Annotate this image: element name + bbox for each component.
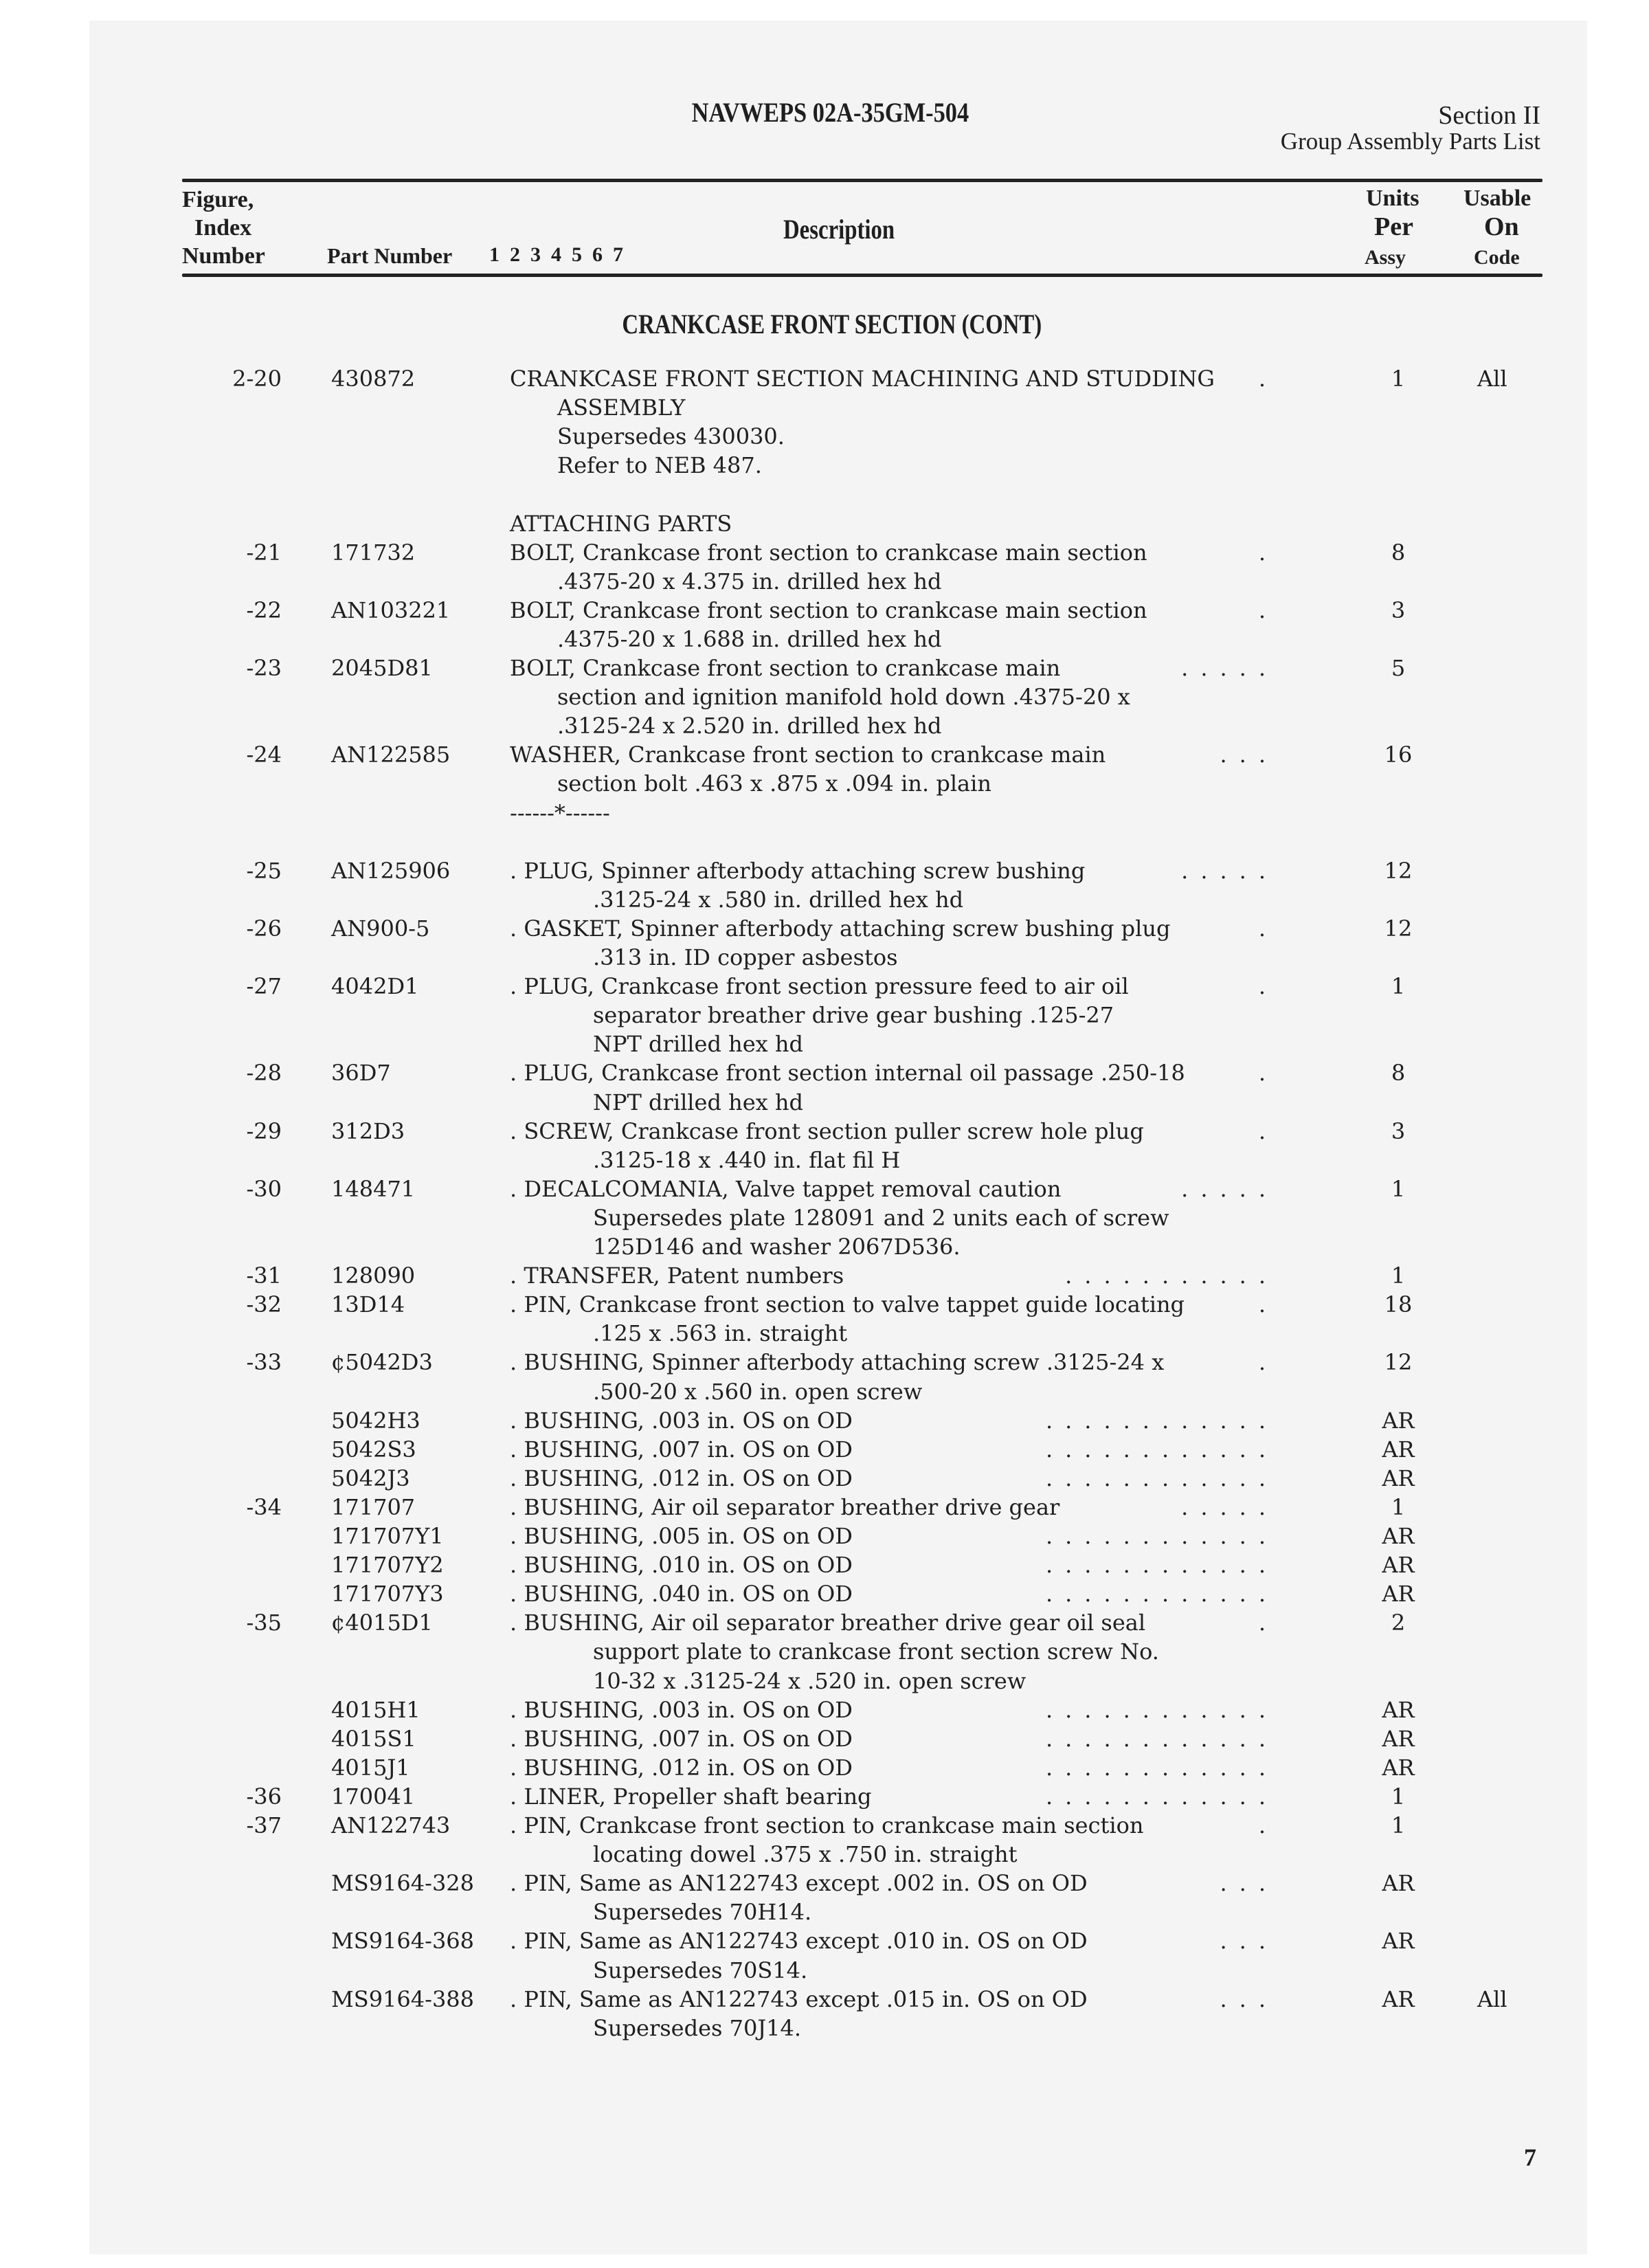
description: . PLUG, Crankcase front section internal oil passage .250-18 — [510, 1060, 1185, 1087]
parts-table-row — [0, 1175, 1649, 1203]
units-per-assy: AR — [1382, 1581, 1415, 1608]
units-per-assy: AR — [1382, 1523, 1415, 1549]
description: BOLT, Crankcase front section to crankcase main — [510, 655, 1061, 681]
parts-table-row — [0, 1724, 1649, 1753]
description: locating dowel .375 x .750 in. straight — [593, 1841, 1018, 1868]
units-per-assy: 1 — [1391, 1783, 1406, 1810]
units-per-assy: 12 — [1384, 915, 1413, 942]
units-per-assy: AR — [1382, 1928, 1415, 1955]
units-per-assy: 1 — [1391, 1263, 1406, 1289]
figure-index-number: 2-20 — [232, 366, 282, 392]
col-header-indent-levels: 1 2 3 4 5 6 7 — [489, 243, 623, 266]
description: . BUSHING, .007 in. OS on OD — [510, 1725, 853, 1752]
part-number: ¢4015D1 — [331, 1610, 433, 1636]
parts-table-row — [0, 972, 1649, 1001]
part-number: 171707Y2 — [331, 1552, 444, 1579]
header-bottom-rule — [182, 274, 1543, 277]
parts-table-row-continuation — [0, 393, 1649, 422]
parts-table-row — [0, 856, 1649, 885]
part-number: 430872 — [331, 366, 416, 392]
description: WASHER, Crankcase front section to crankcase main — [510, 742, 1106, 768]
col-header-units-line3: Assy — [1365, 246, 1406, 269]
parts-table-row — [0, 1058, 1649, 1087]
figure-index-number: -27 — [246, 973, 282, 1000]
dot-leader: ............ — [1045, 1581, 1278, 1608]
figure-index-number: -21 — [246, 539, 282, 566]
col-header-usable-line2: On — [1484, 212, 1519, 241]
parts-table-row-continuation — [0, 799, 1649, 827]
usable-on-code: All — [1477, 366, 1507, 392]
parts-table-row — [0, 1696, 1649, 1724]
units-per-assy: 1 — [1391, 1812, 1406, 1838]
parts-table-row — [0, 1117, 1649, 1146]
parts-table-row — [0, 538, 1649, 567]
col-header-usable-line1: Usable — [1463, 186, 1532, 211]
description: Supersedes 430030. — [557, 423, 785, 450]
part-number: ¢5042D3 — [331, 1349, 433, 1376]
col-header-description: Description — [783, 214, 895, 245]
description: . BUSHING, .040 in. OS on OD — [510, 1581, 853, 1608]
dot-leader: ..... — [1181, 1175, 1278, 1202]
description: . BUSHING, .012 in. OS on OD — [510, 1465, 853, 1491]
parts-table-row — [0, 1522, 1649, 1550]
parts-table-row-continuation — [0, 1088, 1649, 1117]
dot-leader: . — [1258, 1060, 1278, 1087]
section-number: Section II — [1438, 101, 1540, 130]
description: . BUSHING, .005 in. OS on OD — [510, 1523, 853, 1549]
units-per-assy: 12 — [1384, 857, 1413, 884]
description: .3125-24 x .580 in. drilled hex hd — [593, 886, 964, 913]
description: .313 in. ID copper asbestos — [593, 944, 898, 970]
description: NPT drilled hex hd — [593, 1089, 803, 1115]
part-number: 36D7 — [331, 1060, 391, 1087]
units-per-assy: AR — [1382, 1407, 1415, 1434]
units-per-assy: 2 — [1391, 1610, 1406, 1636]
dot-leader: ........... — [1065, 1263, 1278, 1289]
dot-leader: ............ — [1045, 1696, 1278, 1723]
units-per-assy: 1 — [1391, 1493, 1406, 1520]
part-number: 4015S1 — [331, 1725, 416, 1752]
col-header-figure-line3: Number — [182, 243, 265, 269]
description: .3125-24 x 2.520 in. drilled hex hd — [557, 713, 942, 740]
figure-index-number: -28 — [246, 1060, 282, 1087]
description: ASSEMBLY — [557, 394, 686, 421]
parts-table-row-continuation — [0, 509, 1649, 538]
parts-table-row — [0, 654, 1649, 682]
parts-table-row-continuation — [0, 682, 1649, 711]
section-title: CRANKCASE FRONT SECTION (CONT) — [622, 309, 1042, 340]
description: support plate to crankcase front section screw No. — [593, 1638, 1159, 1665]
description: . TRANSFER, Patent numbers — [510, 1263, 844, 1289]
part-number: 128090 — [331, 1263, 416, 1289]
part-number: MS9164-368 — [331, 1928, 475, 1955]
parts-table-row — [0, 1406, 1649, 1435]
dot-leader: ............ — [1045, 1407, 1278, 1434]
parts-table-row-continuation — [0, 451, 1649, 480]
parts-table-row — [0, 740, 1649, 769]
part-number: AN122743 — [331, 1812, 451, 1838]
col-header-units-line1: Units — [1366, 186, 1420, 211]
part-number: 171707Y3 — [331, 1581, 444, 1608]
units-per-assy: AR — [1382, 1870, 1415, 1897]
units-per-assy: 1 — [1391, 973, 1406, 1000]
parts-table-row-continuation — [0, 1030, 1649, 1058]
dot-leader: . — [1258, 1291, 1278, 1318]
dot-leader: ... — [1220, 1986, 1278, 2012]
dot-leader: . — [1258, 1349, 1278, 1376]
parts-table-row-continuation — [0, 1956, 1649, 1985]
parts-table-row — [0, 1464, 1649, 1493]
part-number: MS9164-388 — [331, 1986, 475, 2012]
part-number: 171732 — [331, 539, 416, 566]
dot-leader: . — [1258, 973, 1278, 1000]
parts-table-row — [0, 1608, 1649, 1637]
parts-table-row-continuation — [0, 422, 1649, 451]
description: CRANKCASE FRONT SECTION MACHINING AND STUDDING — [510, 366, 1215, 392]
part-number: 5042H3 — [331, 1407, 420, 1434]
description: Supersedes 70S14. — [593, 1957, 808, 1983]
description: . BUSHING, Air oil separator breather drive gear oil seal — [510, 1610, 1146, 1636]
parts-table-row — [0, 1782, 1649, 1811]
dot-leader: . — [1258, 1610, 1278, 1636]
description: . PIN, Crankcase front section to crankcase main section — [510, 1812, 1144, 1838]
units-per-assy: 16 — [1384, 742, 1413, 768]
description: . BUSHING, Spinner afterbody attaching screw .3125-24 x — [510, 1349, 1165, 1376]
parts-table-row-continuation — [0, 625, 1649, 654]
dot-leader: . — [1258, 597, 1278, 623]
dot-leader: ............ — [1045, 1465, 1278, 1491]
dot-leader: . — [1258, 1812, 1278, 1838]
units-per-assy: 18 — [1384, 1291, 1413, 1318]
units-per-assy: 5 — [1391, 655, 1406, 681]
dot-leader: ... — [1220, 1870, 1278, 1897]
part-number: AN103221 — [331, 597, 451, 623]
description: 125D146 and washer 2067D536. — [593, 1234, 961, 1260]
parts-table-row — [0, 596, 1649, 625]
figure-index-number: -29 — [246, 1118, 282, 1144]
parts-table-row — [0, 1290, 1649, 1319]
part-number: 4042D1 — [331, 973, 419, 1000]
description: NPT drilled hex hd — [593, 1031, 803, 1058]
figure-index-number: -34 — [246, 1493, 282, 1520]
units-per-assy: 12 — [1384, 1349, 1413, 1376]
description: BOLT, Crankcase front section to crankcase main section — [510, 539, 1147, 566]
part-number: AN125906 — [331, 857, 451, 884]
dot-leader: ... — [1220, 1928, 1278, 1955]
section-name: Group Assembly Parts List — [1280, 128, 1540, 155]
figure-index-number: -24 — [246, 742, 282, 768]
header-top-rule — [182, 179, 1543, 182]
dot-leader: . — [1258, 1118, 1278, 1144]
dot-leader: ............ — [1045, 1783, 1278, 1810]
units-per-assy: 1 — [1391, 366, 1406, 392]
description: .3125-18 x .440 in. flat fil H — [593, 1146, 901, 1173]
units-per-assy: AR — [1382, 1696, 1415, 1723]
description: . BUSHING, .003 in. OS on OD — [510, 1696, 853, 1723]
parts-table-row-continuation — [0, 2014, 1649, 2043]
units-per-assy: AR — [1382, 1436, 1415, 1463]
description: BOLT, Crankcase front section to crankcase main section — [510, 597, 1147, 623]
page-number: 7 — [1524, 2144, 1536, 2171]
document-id: NAVWEPS 02A-35GM-504 — [691, 97, 969, 128]
part-number: 2045D81 — [331, 655, 433, 681]
parts-table-row — [0, 1435, 1649, 1464]
figure-index-number: -22 — [246, 597, 282, 623]
dot-leader: . — [1258, 539, 1278, 566]
parts-table-row — [0, 1579, 1649, 1608]
description: ATTACHING PARTS — [510, 510, 732, 537]
dot-leader: ............ — [1045, 1523, 1278, 1549]
figure-index-number: -37 — [246, 1812, 282, 1838]
figure-index-number: -32 — [246, 1291, 282, 1318]
description: separator breather drive gear bushing .125-27 — [593, 1002, 1114, 1029]
units-per-assy: AR — [1382, 1552, 1415, 1579]
col-header-figure-line2: Index — [194, 215, 252, 241]
description: Supersedes plate 128091 and 2 units each of screw — [593, 1204, 1169, 1231]
figure-index-number: -30 — [246, 1175, 282, 1202]
figure-index-number: -33 — [246, 1349, 282, 1376]
parts-table-row-continuation — [0, 1667, 1649, 1696]
part-number: MS9164-328 — [331, 1870, 475, 1897]
part-number: 4015J1 — [331, 1754, 410, 1781]
description: Supersedes 70J14. — [593, 2014, 802, 2041]
description: . PLUG, Spinner afterbody attaching screw bushing — [510, 857, 1086, 884]
part-number: AN122585 — [331, 742, 451, 768]
description: . GASKET, Spinner afterbody attaching screw bushing plug — [510, 915, 1171, 942]
parts-table-row — [0, 1493, 1649, 1522]
units-per-assy: AR — [1382, 1465, 1415, 1491]
part-number: 4015H1 — [331, 1696, 420, 1723]
parts-table-row — [0, 1869, 1649, 1898]
col-header-usable-line3: Code — [1474, 246, 1520, 269]
parts-table-row-continuation — [0, 885, 1649, 914]
part-number: AN900-5 — [331, 915, 430, 942]
part-number: 171707Y1 — [331, 1523, 444, 1549]
parts-table-row-continuation — [0, 1840, 1649, 1869]
figure-index-number: -35 — [246, 1610, 282, 1636]
figure-index-number: -36 — [246, 1783, 282, 1810]
part-number: 13D14 — [331, 1291, 405, 1318]
description: . DECALCOMANIA, Valve tappet removal caution — [510, 1175, 1062, 1202]
part-number: 148471 — [331, 1175, 416, 1202]
description: ------*------ — [510, 799, 610, 826]
parts-table-row-continuation — [0, 1001, 1649, 1030]
description: 10-32 x .3125-24 x .520 in. open screw — [593, 1667, 1027, 1694]
figure-index-number: -23 — [246, 655, 282, 681]
parts-table-row-continuation — [0, 1203, 1649, 1232]
description: .125 x .563 in. straight — [593, 1320, 848, 1347]
units-per-assy: 3 — [1391, 1118, 1406, 1144]
parts-table-row — [0, 1348, 1649, 1377]
parts-table-row-continuation — [0, 1319, 1649, 1348]
dot-leader: ... — [1220, 742, 1278, 768]
parts-table-row-continuation — [0, 1898, 1649, 1926]
parts-table-row — [0, 1753, 1649, 1782]
parts-table-row-continuation — [0, 567, 1649, 596]
units-per-assy: AR — [1382, 1725, 1415, 1752]
parts-table-row — [0, 1550, 1649, 1579]
dot-leader: ............ — [1045, 1725, 1278, 1752]
col-header-part-number: Part Number — [327, 243, 453, 268]
parts-table-row-continuation — [0, 1146, 1649, 1175]
dot-leader: ..... — [1181, 1493, 1278, 1520]
description: Supersedes 70H14. — [593, 1899, 812, 1926]
part-number: 171707 — [331, 1493, 416, 1520]
figure-index-number: -31 — [246, 1263, 282, 1289]
parts-table-row-continuation — [0, 1637, 1649, 1666]
units-per-assy: AR — [1382, 1754, 1415, 1781]
figure-index-number: -26 — [246, 915, 282, 942]
figure-index-number: -25 — [246, 857, 282, 884]
description: . PIN, Same as AN122743 except .015 in. OS on OD — [510, 1986, 1088, 2012]
description: .500-20 x .560 in. open screw — [593, 1378, 923, 1405]
description: . PLUG, Crankcase front section pressure feed to air oil — [510, 973, 1129, 1000]
part-number: 5042J3 — [331, 1465, 410, 1491]
dot-leader: ..... — [1181, 857, 1278, 884]
part-number: 5042S3 — [331, 1436, 416, 1463]
description: . BUSHING, .010 in. OS on OD — [510, 1552, 853, 1579]
units-per-assy: 3 — [1391, 597, 1406, 623]
part-number: 170041 — [331, 1783, 416, 1810]
parts-table-row-continuation — [0, 769, 1649, 798]
parts-table-row — [0, 1811, 1649, 1840]
parts-table-row — [0, 1985, 1649, 2014]
dot-leader: ..... — [1181, 655, 1278, 681]
parts-table-row-continuation — [0, 1377, 1649, 1406]
description: . BUSHING, .003 in. OS on OD — [510, 1407, 853, 1434]
col-header-figure-line1: Figure, — [182, 187, 254, 212]
units-per-assy: 8 — [1391, 1060, 1406, 1087]
units-per-assy: 1 — [1391, 1175, 1406, 1202]
dot-leader: ............ — [1045, 1754, 1278, 1781]
description: . SCREW, Crankcase front section puller screw hole plug — [510, 1118, 1144, 1144]
description: . PIN, Same as AN122743 except .010 in. OS on OD — [510, 1928, 1088, 1955]
part-number: 312D3 — [331, 1118, 405, 1144]
description: . PIN, Same as AN122743 except .002 in. OS on OD — [510, 1870, 1088, 1897]
description: . BUSHING, .012 in. OS on OD — [510, 1754, 853, 1781]
dot-leader: . — [1258, 366, 1278, 392]
description: section and ignition manifold hold down .4375-20 x — [557, 684, 1130, 711]
description: . BUSHING, Air oil separator breather drive gear — [510, 1493, 1060, 1520]
parts-table-row — [0, 1261, 1649, 1290]
usable-on-code: All — [1477, 1986, 1507, 2012]
parts-table-row — [0, 364, 1649, 393]
description: . BUSHING, .007 in. OS on OD — [510, 1436, 853, 1463]
col-header-units-line2: Per — [1374, 212, 1413, 241]
parts-table-row — [0, 1926, 1649, 1955]
description: . PIN, Crankcase front section to valve tappet guide locating — [510, 1291, 1185, 1318]
parts-table-row-continuation — [0, 943, 1649, 972]
parts-table-row — [0, 914, 1649, 943]
dot-leader: ............ — [1045, 1552, 1278, 1579]
parts-table-row-continuation — [0, 1232, 1649, 1261]
units-per-assy: 8 — [1391, 539, 1406, 566]
description: .4375-20 x 1.688 in. drilled hex hd — [557, 625, 942, 652]
description: .4375-20 x 4.375 in. drilled hex hd — [557, 568, 942, 594]
dot-leader: ............ — [1045, 1436, 1278, 1463]
description: . LINER, Propeller shaft bearing — [510, 1783, 872, 1810]
description: section bolt .463 x .875 x .094 in. plain — [557, 770, 991, 797]
units-per-assy: AR — [1382, 1986, 1415, 2012]
description: Refer to NEB 487. — [557, 452, 762, 479]
dot-leader: . — [1258, 915, 1278, 942]
parts-table-row-continuation — [0, 711, 1649, 740]
